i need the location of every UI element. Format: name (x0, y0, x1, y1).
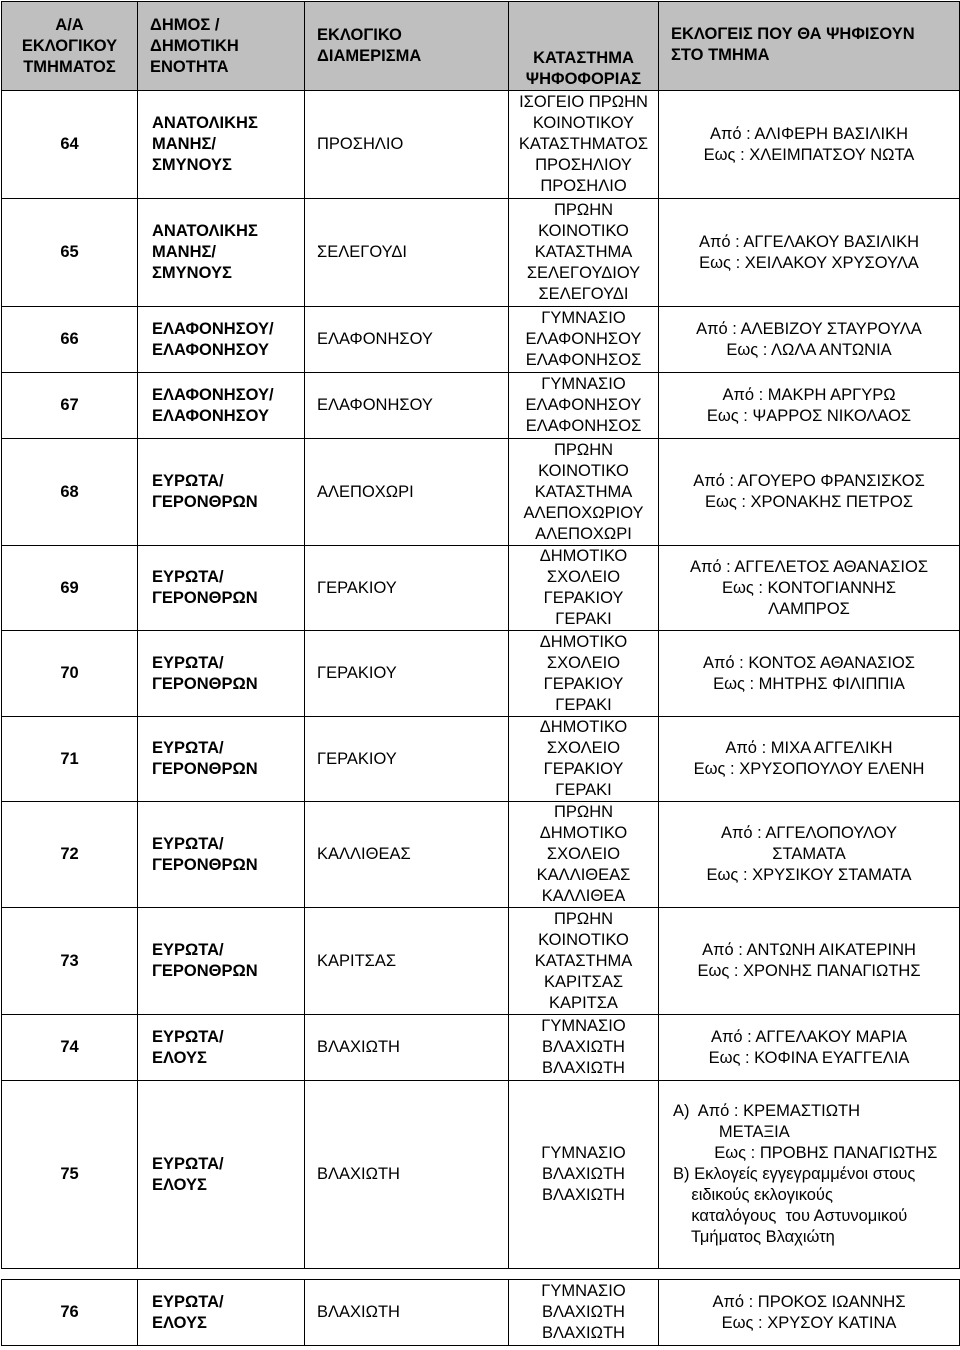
section-number: 72 (2, 802, 138, 908)
text-line: ΜΑΝΗΣ/ (152, 243, 216, 261)
text-line: ΓΥΜΝΑΣΙΟ (541, 375, 626, 393)
text-line: ΕΥΡΩΤΑ/ (152, 834, 224, 853)
header-line: ΚΑΤΑΣΤΗΜΑ (533, 49, 634, 67)
polling-station-cell (509, 802, 659, 908)
voters-range-cell (659, 908, 960, 1015)
section-number: 64 (2, 91, 138, 199)
district-cell: ΓΕΡΑΚΙΟΥ (305, 717, 509, 802)
text-line: ΚΑΛΛΙΘΕΑΣ (536, 866, 631, 884)
header-municipality (138, 2, 305, 91)
text-line: ΓΥΜΝΑΣΙΟ (541, 1282, 626, 1300)
district-cell: ΓΕΡΑΚΙΟΥ (305, 546, 509, 631)
header-electoral-district (305, 2, 509, 91)
voters-range-cell (659, 1081, 960, 1269)
text-line: ΚΑΤΑΣΤΗΜΑ (534, 482, 633, 501)
text-line: ΕΥΡΩΤΑ/ (152, 739, 224, 757)
voters-range-cell (659, 373, 960, 439)
polling-station-cell (509, 717, 659, 802)
table-row (2, 91, 960, 199)
text-line: Από : ΑΓΓΕΛΟΠΟΥΛΟΥ (720, 824, 898, 842)
text-line: καταλόγους του Αστυνομικού (673, 1207, 908, 1225)
text-line: ΣΕΛΕΓΟΥΔΙ (538, 285, 629, 303)
voters-range-cell (659, 717, 960, 802)
text-line: ΔΗΜΟΤΙΚΟ (539, 824, 628, 842)
text-line: ΒΛΑΧΙΩΤΗ (542, 1303, 625, 1321)
district-cell: ΒΛΑΧΙΩΤΗ (305, 1280, 509, 1346)
text-line: Από : ΑΛΕΒΙΖΟΥ ΣΤΑΥΡΟΥΛΑ (696, 319, 922, 338)
text-line: ΑΛΕΠΟΧΩΡΙ (535, 524, 632, 543)
text-line: ΣΧΟΛΕΙΟ (546, 568, 621, 586)
text-line: ΣΧΟΛΕΙΟ (546, 739, 621, 757)
text-line: ΚΑΤΑΣΤΗΜΑ (534, 243, 633, 261)
polling-station-cell (509, 1280, 659, 1346)
municipality-cell (138, 199, 305, 307)
text-line: ΕΥΡΩΤΑ/ (152, 472, 224, 490)
municipality-cell (138, 307, 305, 373)
table-row (2, 1015, 960, 1081)
polling-station-cell (509, 307, 659, 373)
text-line: ΑΝΑΤΟΛΙΚΗΣ (152, 222, 258, 240)
voters-range-cell (659, 307, 960, 373)
table-row (2, 631, 960, 717)
text-line: ΚΑΛΛΙΘΕΑ (541, 887, 626, 905)
text-line: ΕΛΑΦΟΝΗΣΟΥ (525, 396, 642, 414)
text-line: Εως : ΧΡΥΣΟΥ ΚΑΤΙΝΑ (721, 1313, 897, 1332)
text-line: Από : ΑΓΓΕΛΕΤΟΣ ΑΘΑΝΑΣΙΟΣ (689, 557, 929, 576)
municipality-cell (138, 91, 305, 199)
table-row (2, 717, 960, 802)
text-line: ΕΥΡΩΤΑ/ (152, 1154, 224, 1173)
polling-station-cell (509, 373, 659, 439)
text-line: Τμήματος Βλαχιώτη (673, 1228, 835, 1246)
voters-range-cell (659, 439, 960, 546)
section-number: 65 (2, 199, 138, 307)
municipality-cell (138, 439, 305, 546)
text-line: ΓΕΡΟΝΘΡΩΝ (152, 760, 258, 778)
voters-range-cell (659, 802, 960, 908)
district-cell: ΠΡΟΣΗΛΙΟ (305, 91, 509, 199)
gap-cell (2, 1269, 960, 1280)
text-line: ΑΝΑΤΟΛΙΚΗΣ (152, 114, 258, 132)
text-line: ΕΥΡΩΤΑ/ (152, 653, 224, 672)
text-line: Εως : ΠΡΟΒΗΣ ΠΑΝΑΓΙΩΤΗΣ (673, 1144, 938, 1162)
text-line: ΕΥΡΩΤΑ/ (152, 1027, 224, 1046)
text-line: Εως : ΚΟΦΙΝΑ ΕΥΑΓΓΕΛΙΑ (708, 1048, 910, 1067)
text-line: ειδικούς εκλογικούς (673, 1186, 833, 1204)
voters-range-cell (659, 546, 960, 631)
text-line: Από : ΜΑΚΡΗ ΑΡΓΥΡΩ (722, 385, 896, 404)
text-line: Από : ΑΝΤΩΝΗ ΑΙΚΑΤΕΡΙΝΗ (702, 941, 916, 959)
section-number: 71 (2, 717, 138, 802)
text-line: ΜΑΝΗΣ/ (152, 135, 216, 153)
header-line: ΣΤΟ ΤΜΗΜΑ (671, 46, 770, 64)
municipality-cell (138, 908, 305, 1015)
text-line: Από : ΑΛΙΦΕΡΗ ΒΑΣΙΛΙΚΗ (709, 124, 909, 143)
text-line: Εως : ΧΡΟΝΑΚΗΣ ΠΕΤΡΟΣ (704, 493, 914, 511)
text-line: ΚΑΡΙΤΣΑ (549, 993, 618, 1012)
header-line: ΕΝΟΤΗΤΑ (150, 57, 229, 76)
text-line: ΕΛΟΥΣ (152, 1048, 207, 1067)
text-line: ΓΕΡΟΝΘΡΩΝ (152, 493, 258, 511)
text-line: ΣΤΑΜΑΤΑ (772, 845, 846, 863)
text-line: ΕΛΑΦΟΝΗΣΟΥ/ (152, 385, 274, 404)
section-number: 76 (2, 1280, 138, 1346)
polling-stations-table (1, 1, 960, 1346)
header-line: ΔΗΜΟΤΙΚΗ (150, 36, 239, 55)
section-number: 73 (2, 908, 138, 1015)
text-line: Εως : ΧΛΕΙΜΠΑΤΣΟΥ ΝΩΤΑ (703, 145, 915, 164)
district-cell: ΓΕΡΑΚΙΟΥ (305, 631, 509, 717)
text-line: Εως : ΜΗΤΡΗΣ ΦΙΛΙΠΠΙΑ (713, 674, 905, 693)
district-cell: ΕΛΑΦΟΝΗΣΟΥ (305, 307, 509, 373)
section-number: 68 (2, 439, 138, 546)
municipality-cell (138, 546, 305, 631)
text-line: ΙΣΟΓΕΙΟ ΠΡΩΗΝ (519, 93, 648, 111)
header-line: ΔΗΜΟΣ / (150, 15, 220, 34)
text-line: ΕΛΑΦΟΝΗΣΟΣ (525, 351, 642, 369)
header-line: ΕΚΛΟΓΙΚΟΥ (21, 36, 118, 55)
municipality-cell (138, 802, 305, 908)
text-line: ΑΛΕΠΟΧΩΡΙΟΥ (523, 503, 644, 522)
text-line: ΚΟΙΝΟΤΙΚΟΥ (532, 114, 635, 132)
voters-range-cell (659, 1280, 960, 1346)
text-line: ΠΡΩΗΝ (553, 803, 614, 821)
header-voters (659, 2, 960, 91)
text-line: ΕΥΡΩΤΑ/ (152, 941, 224, 959)
text-line: ΠΡΩΗΝ (553, 201, 614, 219)
text-line: ΒΛΑΧΙΩΤΗ (542, 1165, 625, 1183)
voters-range-cell (659, 1015, 960, 1081)
section-number: 69 (2, 546, 138, 631)
table-row (2, 802, 960, 908)
text-line: ΓΕΡΟΝΘΡΩΝ (152, 855, 258, 874)
polling-station-cell (509, 1015, 659, 1081)
text-line: ΕΛΑΦΟΝΗΣΟΥ (525, 330, 642, 348)
text-line: ΕΛΟΥΣ (152, 1175, 207, 1194)
page-break-gap (2, 1269, 960, 1280)
table-row (2, 307, 960, 373)
section-number: 70 (2, 631, 138, 717)
text-line: Από : ΠΡΟΚΟΣ ΙΩΑΝΝΗΣ (712, 1292, 906, 1311)
text-line: Εως : ΨΑΡΡΟΣ ΝΙΚΟΛΑΟΣ (706, 406, 912, 425)
text-line: Εως : ΚΟΝΤΟΓΙΑΝΝΗΣ (721, 578, 897, 597)
voters-range-cell (659, 199, 960, 307)
header-line: ΨΗΦΟΦΟΡΙΑΣ (525, 70, 642, 88)
voters-range-cell (659, 631, 960, 717)
polling-station-cell (509, 439, 659, 546)
section-number: 75 (2, 1081, 138, 1269)
text-line: ΓΕΡΑΚΙΟΥ (543, 760, 624, 778)
municipality-cell (138, 1280, 305, 1346)
municipality-cell (138, 1015, 305, 1081)
text-line: ΚΟΙΝΟΤΙΚΟ (538, 461, 629, 480)
text-line: ΔΗΜΟΤΙΚΟ (539, 547, 628, 565)
text-line: ΒΛΑΧΙΩΤΗ (542, 1038, 625, 1056)
text-line: ΣΜΥΝΟΥΣ (152, 264, 232, 282)
text-line: ΓΕΡΑΚΙΟΥ (543, 589, 624, 607)
header-polling-station (509, 2, 659, 91)
polling-station-cell (509, 199, 659, 307)
text-line: ΒΛΑΧΙΩΤΗ (542, 1186, 625, 1204)
municipality-cell (138, 631, 305, 717)
text-line: Εως : ΛΩΛΑ ΑΝΤΩΝΙΑ (726, 340, 892, 359)
polling-station-cell (509, 631, 659, 717)
text-line: ΒΛΑΧΙΩΤΗ (542, 1059, 625, 1077)
text-line: ΓΕΡΟΝΘΡΩΝ (152, 962, 258, 980)
voters-range-cell (659, 91, 960, 199)
text-line: Από : ΑΓΟΥΕΡΟ ΦΡΑΝΣΙΣΚΟΣ (693, 472, 925, 490)
district-cell: ΣΕΛΕΓΟΥΔΙ (305, 199, 509, 307)
district-cell: ΑΛΕΠΟΧΩΡΙ (305, 439, 509, 546)
header-line: Α/Α (55, 15, 84, 34)
text-line: ΛΑΜΠΡΟΣ (768, 599, 850, 618)
table-row (2, 908, 960, 1015)
text-line: ΚΑΤΑΣΤΗΜΑ (534, 951, 633, 970)
text-line: Από : ΚΟΝΤΟΣ ΑΘΑΝΑΣΙΟΣ (703, 653, 915, 672)
text-line: ΣΜΥΝΟΥΣ (152, 156, 232, 174)
header-line: ΔΙΑΜΕΡΙΣΜΑ (317, 47, 422, 65)
text-line: ΣΕΛΕΓΟΥΔΙΟΥ (526, 264, 641, 282)
table-row (2, 1280, 960, 1346)
text-line: ΓΕΡΑΚΙΟΥ (543, 674, 624, 693)
text-line: Α) Από : ΚΡΕΜΑΣΤΙΩΤΗ (673, 1102, 861, 1120)
table-row (2, 439, 960, 546)
text-line: ΔΗΜΟΤΙΚΟ (539, 718, 628, 736)
text-line: ΔΗΜΟΤΙΚΟ (539, 632, 628, 651)
text-line: ΕΛΟΥΣ (152, 1313, 207, 1332)
text-line: ΓΕΡΑΚΙ (555, 695, 612, 714)
text-line: ΒΛΑΧΙΩΤΗ (542, 1324, 625, 1342)
header-row (2, 2, 960, 91)
text-line: Εως : ΧΡΟΝΗΣ ΠΑΝΑΓΙΩΤΗΣ (697, 962, 921, 980)
text-line: ΣΧΟΛΕΙΟ (546, 653, 621, 672)
text-line: ΕΥΡΩΤΑ/ (152, 568, 224, 586)
section-number: 67 (2, 373, 138, 439)
text-line: ΕΛΑΦΟΝΗΣΟΥ (152, 340, 269, 359)
district-cell: ΒΛΑΧΙΩΤΗ (305, 1081, 509, 1269)
section-number: 74 (2, 1015, 138, 1081)
polling-station-cell (509, 908, 659, 1015)
text-line: ΠΡΩΗΝ (553, 909, 614, 928)
municipality-cell (138, 1081, 305, 1269)
text-line: Εως : ΧΕΙΛΑΚΟΥ ΧΡΥΣΟΥΛΑ (699, 253, 919, 272)
text-line: ΚΟΙΝΟΤΙΚΟ (538, 222, 629, 240)
text-line: ΠΡΟΣΗΛΙΟΥ (535, 156, 632, 174)
header-section-number (2, 2, 138, 91)
text-line: ΕΛΑΦΟΝΗΣΟΥ (152, 406, 269, 425)
municipality-cell (138, 717, 305, 802)
district-cell: ΒΛΑΧΙΩΤΗ (305, 1015, 509, 1081)
text-line: ΓΥΜΝΑΣΙΟ (541, 1144, 626, 1162)
text-line: ΕΥΡΩΤΑ/ (152, 1292, 224, 1311)
text-line: ΕΛΑΦΟΝΗΣΟΥ/ (152, 319, 274, 338)
district-cell: ΚΑΛΛΙΘΕΑΣ (305, 802, 509, 908)
text-line: Από : ΑΓΓΕΛΑΚΟΥ ΒΑΣΙΛΙΚΗ (698, 232, 920, 251)
text-line: ΓΕΡΑΚΙ (555, 610, 612, 628)
text-line: ΠΡΟΣΗΛΙΟ (540, 177, 627, 195)
header-line: ΕΚΛΟΓΙΚΟ (317, 26, 402, 44)
district-cell: ΚΑΡΙΤΣΑΣ (305, 908, 509, 1015)
text-line: ΓΥΜΝΑΣΙΟ (541, 309, 626, 327)
text-line: ΓΕΡΑΚΙ (555, 781, 612, 799)
section-number: 66 (2, 307, 138, 373)
table-row (2, 546, 960, 631)
text-line: Εως : ΧΡΥΣΙΚΟΥ ΣΤΑΜΑΤΑ (706, 866, 912, 884)
text-line: ΚΑΡΙΤΣΑΣ (543, 972, 624, 991)
text-line: ΠΡΩΗΝ (553, 440, 614, 459)
text-line: ΣΧΟΛΕΙΟ (546, 845, 621, 863)
table-row (2, 373, 960, 439)
text-line: ΓΥΜΝΑΣΙΟ (541, 1017, 626, 1035)
text-line: Από : ΑΓΓΕΛΑΚΟΥ ΜΑΡΙΑ (710, 1027, 908, 1046)
text-line: ΓΕΡΟΝΘΡΩΝ (152, 674, 258, 693)
district-cell: ΕΛΑΦΟΝΗΣΟΥ (305, 373, 509, 439)
header-line: ΤΜΗΜΑΤΟΣ (23, 57, 116, 76)
text-line: Από : ΜΙΧΑ ΑΓΓΕΛΙΚΗ (725, 739, 893, 757)
text-line: Εως : ΧΡΥΣΟΠΟΥΛΟΥ ΕΛΕΝΗ (693, 760, 925, 778)
text-line: ΜΕΤΑΞΙΑ (673, 1123, 790, 1141)
polling-station-cell (509, 546, 659, 631)
text-line: Β) Εκλογείς εγγεγραμμένοι στους (673, 1165, 916, 1183)
text-line: ΚΑΤΑΣΤΗΜΑΤΟΣ (518, 135, 649, 153)
header-line: ΕΚΛΟΓΕΙΣ ΠΟΥ ΘΑ ΨΗΦΙΣΟΥΝ (671, 25, 915, 43)
table-row (2, 1081, 960, 1269)
polling-station-cell (509, 91, 659, 199)
text-line: ΓΕΡΟΝΘΡΩΝ (152, 589, 258, 607)
municipality-cell (138, 373, 305, 439)
table-row (2, 199, 960, 307)
polling-station-cell (509, 1081, 659, 1269)
text-line: ΚΟΙΝΟΤΙΚΟ (538, 930, 629, 949)
text-line: ΕΛΑΦΟΝΗΣΟΣ (525, 417, 642, 435)
